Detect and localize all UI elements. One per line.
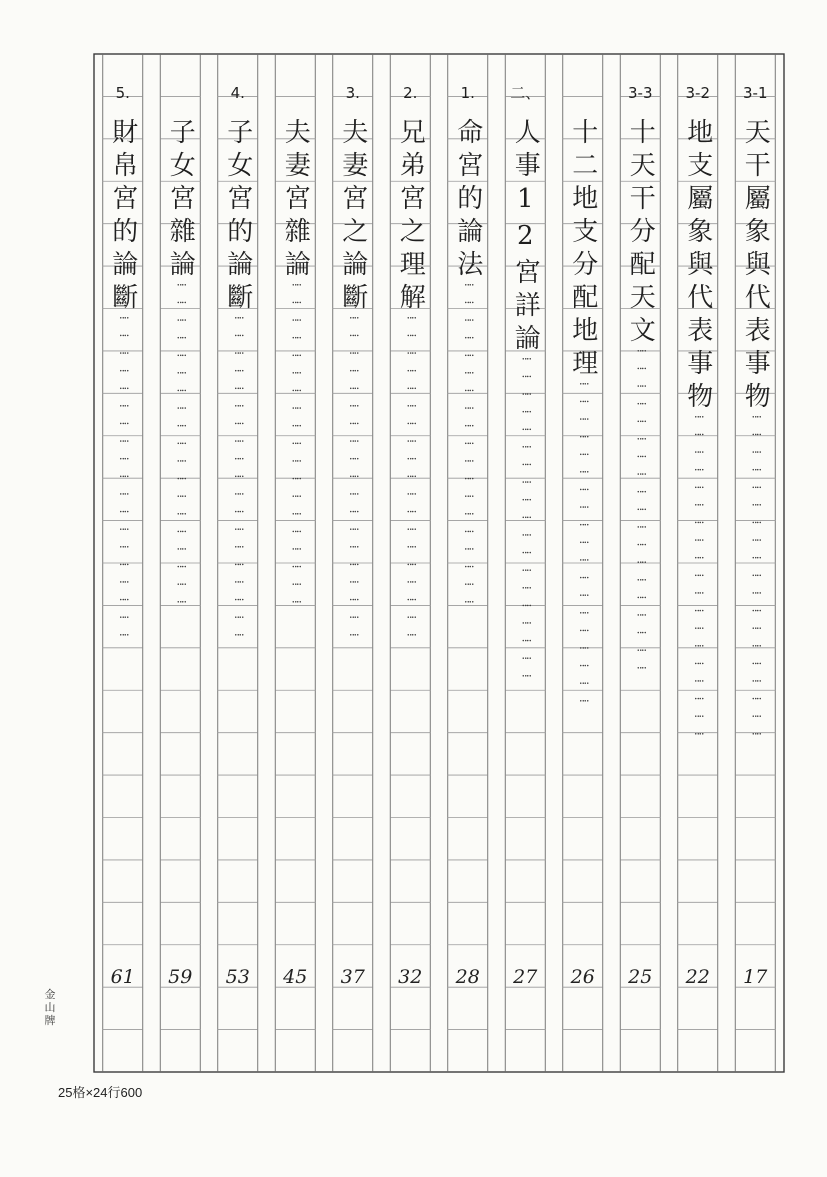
toc-entry-title: 命宮的論法 xyxy=(452,118,483,283)
toc-entry-title: 兄弟宮之理解 xyxy=(395,118,426,316)
toc-entry-title: 天干屬象與代表事物 xyxy=(740,118,771,415)
toc-page-number: 26 xyxy=(570,966,595,988)
leader-dots: ⁞⁞⁞⁞⁞⁞⁞⁞⁞⁞⁞⁞⁞⁞⁞⁞⁞⁞⁞ xyxy=(288,283,304,618)
toc-entry xyxy=(442,80,494,958)
toc-entry-number: 1. xyxy=(460,84,475,102)
toc-entry-title: 子女宮的論斷 xyxy=(222,118,253,316)
toc-page-number: 45 xyxy=(283,966,308,988)
toc-page-number: 25 xyxy=(628,966,653,988)
brand-stamp: 金山牌 xyxy=(44,988,56,1027)
paper-spec-label: 25格×24行600 xyxy=(58,1085,143,1100)
toc-entry xyxy=(557,80,609,958)
toc-entry xyxy=(614,80,666,958)
leader-dots: ⁞⁞⁞⁞⁞⁞⁞⁞⁞⁞⁞⁞⁞⁞⁞⁞⁞⁞⁞ xyxy=(345,316,361,651)
toc-entry xyxy=(729,80,781,958)
leader-dots: ⁞⁞⁞⁞⁞⁞⁞⁞⁞⁞⁞⁞⁞⁞⁞⁞⁞⁞⁞ xyxy=(115,316,131,651)
toc-entry xyxy=(499,80,551,958)
leader-dots: ⁞⁞⁞⁞⁞⁞⁞⁞⁞⁞⁞⁞⁞⁞⁞⁞⁞⁞⁞ xyxy=(633,349,649,684)
leader-dots: ⁞⁞⁞⁞⁞⁞⁞⁞⁞⁞⁞⁞⁞⁞⁞⁞⁞⁞⁞ xyxy=(575,382,591,717)
toc-entry-title: 子女宮雜論 xyxy=(165,118,196,283)
toc-page-number: 27 xyxy=(513,966,538,988)
leader-dots: ⁞⁞⁞⁞⁞⁞⁞⁞⁞⁞⁞⁞⁞⁞⁞⁞⁞⁞⁞ xyxy=(403,316,419,651)
toc-entry-title: 財帛宮的論斷 xyxy=(107,118,138,316)
toc-page-number: 17 xyxy=(743,966,768,988)
toc-page-number: 37 xyxy=(340,966,365,988)
toc-entry xyxy=(269,80,321,958)
leader-dots: ⁞⁞⁞⁞⁞⁞⁞⁞⁞⁞⁞⁞⁞⁞⁞⁞⁞⁞⁞ xyxy=(518,357,534,692)
toc-entry-number: 3-1 xyxy=(743,84,768,102)
toc-entry-title: 地支屬象與代表事物 xyxy=(682,118,713,415)
leader-dots: ⁞⁞⁞⁞⁞⁞⁞⁞⁞⁞⁞⁞⁞⁞⁞⁞⁞⁞⁞ xyxy=(230,316,246,651)
toc-page-number: 61 xyxy=(110,966,135,988)
toc-entry-title: 夫妻宮雜論 xyxy=(280,118,311,283)
toc-entry xyxy=(154,80,206,958)
toc-entry-title: 十二地支分配地理 xyxy=(567,118,598,382)
toc-entry xyxy=(212,80,264,958)
toc-entry-number: 二、 xyxy=(510,84,541,102)
toc-entry xyxy=(327,80,379,958)
toc-entry-number: 2. xyxy=(403,84,418,102)
toc-page-number: 22 xyxy=(685,966,710,988)
leader-dots: ⁞⁞⁞⁞⁞⁞⁞⁞⁞⁞⁞⁞⁞⁞⁞⁞⁞⁞⁞ xyxy=(460,283,476,618)
leader-dots: ⁞⁞⁞⁞⁞⁞⁞⁞⁞⁞⁞⁞⁞⁞⁞⁞⁞⁞⁞ xyxy=(690,415,706,750)
toc-page-number: 28 xyxy=(455,966,480,988)
toc-page-number: 53 xyxy=(225,966,250,988)
toc-page-number: 32 xyxy=(398,966,423,988)
toc-entry-number: 3-3 xyxy=(628,84,653,102)
toc-entry xyxy=(97,80,149,958)
toc-page-number: 59 xyxy=(168,966,193,988)
leader-dots: ⁞⁞⁞⁞⁞⁞⁞⁞⁞⁞⁞⁞⁞⁞⁞⁞⁞⁞⁞ xyxy=(748,415,764,750)
toc-entry-number: 5. xyxy=(115,84,130,102)
toc-entry xyxy=(672,80,724,958)
leader-dots: ⁞⁞⁞⁞⁞⁞⁞⁞⁞⁞⁞⁞⁞⁞⁞⁞⁞⁞⁞ xyxy=(173,283,189,618)
toc-entry-number: 4. xyxy=(230,84,245,102)
toc-entry xyxy=(384,80,436,958)
toc-entry-number: 3. xyxy=(345,84,360,102)
toc-entry-title: 人事12宮詳論 xyxy=(510,118,541,357)
toc-entry-title: 十天干分配天文 xyxy=(625,118,656,349)
toc-entry-title: 夫妻宮之論斷 xyxy=(337,118,368,316)
toc-entry-number: 3-2 xyxy=(685,84,710,102)
